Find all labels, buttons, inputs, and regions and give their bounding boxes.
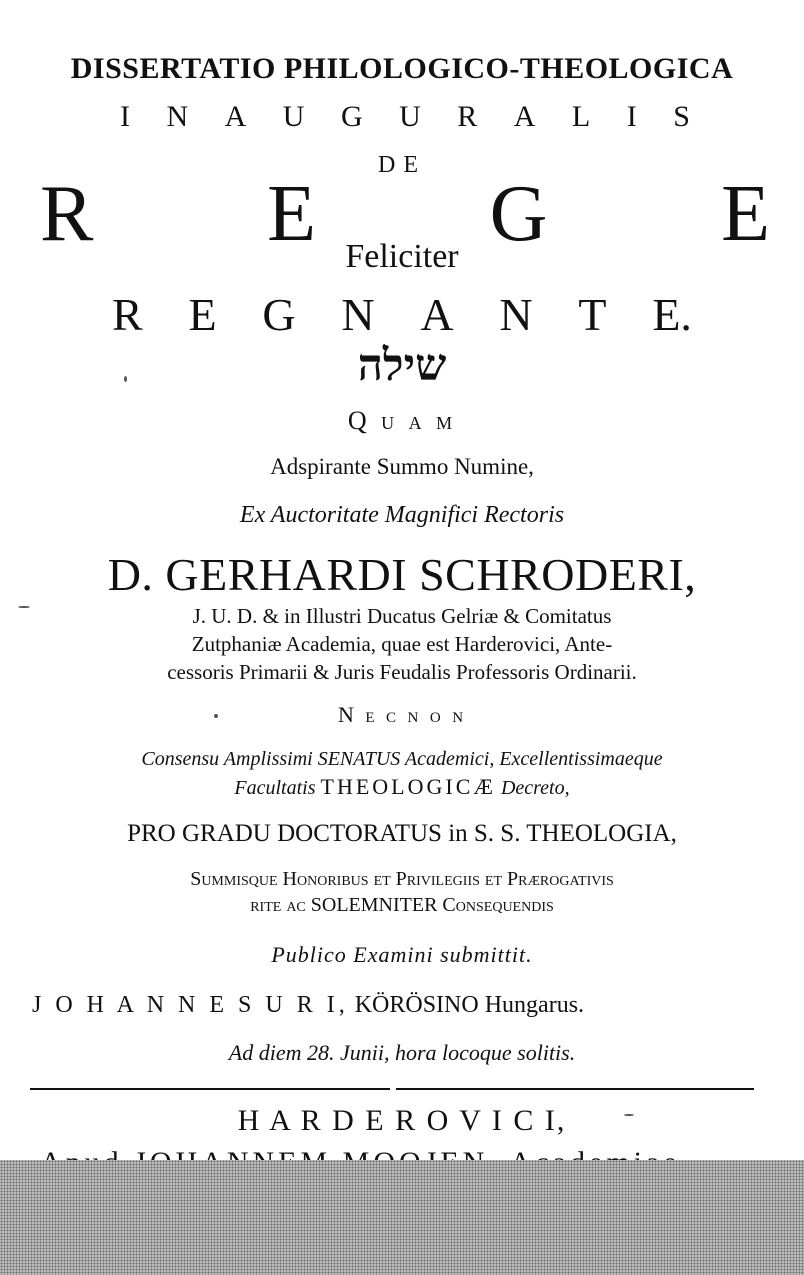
author-nation: Hungarus. [484,992,585,1018]
rege-letter: E [721,170,770,258]
ink-speck [124,376,127,382]
ink-speck [214,714,218,718]
inauguralis-letter: A [513,100,536,133]
date-line: Ad diem 28. Junii, hora locoque solitis. [228,1040,576,1065]
divider-rule-right [396,1088,754,1090]
ink-speck [624,1114,634,1116]
inauguralis-letter: N [166,100,189,133]
rege-letter: E [267,170,316,258]
decreto-word: Decreto, [500,777,570,799]
adspirante-line: Adspirante Summo Numine, [270,454,534,479]
regnante-letter: N [341,289,375,340]
scanner-dither-band [0,1160,804,1275]
regnante-letter: E. [652,289,692,340]
regnante-letter: T [578,289,607,340]
summisque-line-1: Summisque Honoribus et Privilegiis et Prærogativis [190,868,614,890]
rege-letter: G [489,170,548,258]
ex-auctoritate-line: Ex Auctoritate Magnifici Rectoris [239,502,565,528]
inauguralis-letter: S [673,100,690,133]
nec-non-line: N e c n o n [337,702,467,727]
ink-speck [18,606,30,608]
imprint-place: H A R D E R O V I C I, [237,1104,567,1137]
inauguralis-letter: I [120,100,130,133]
regnante-line [112,288,692,341]
regnante-letter: R [112,289,143,340]
author-name: J O H A N N E S U R I, [32,992,349,1018]
regnante-letter: N [499,289,533,340]
dissertation-heading: DISSERTATIO PHILOLOGICO-THEOLOGICA [70,52,734,85]
inauguralis-letter: G [340,100,363,133]
inauguralis-letter: R [457,100,478,133]
regnante-letter: G [262,289,296,340]
author-line [32,992,584,1019]
inauguralis-letter: L [571,100,591,133]
rector-title-line-3: cessoris Primarii & Juris Feudalis Professoris Ordinarii. [167,660,637,684]
facultatis-word: Facultatis [234,777,316,799]
author-origin: KÖRÖSINO [354,992,479,1018]
rector-title-line-1: J. U. D. & in Illustri Ducatus Gelriæ & Comitatus [192,604,612,628]
pro-gradu-line: PRO GRADU DOCTORATUS in S. S. THEOLOGIA, [127,820,677,847]
hebrew-shiloh: שילה [357,341,447,390]
feliciter-word: Feliciter [345,238,459,275]
publico-examini-line: Publico Examini submittit. [271,942,533,967]
quam-word: Q u a m [347,406,457,435]
inauguralis-letter: U [282,100,305,133]
regnante-letter: E [188,289,217,340]
consensu-line-2 [0,774,804,800]
de-word: DE [378,152,426,178]
theologicae-word: THEOLOGICÆ [320,774,496,799]
inauguralis-letter: U [399,100,421,133]
rector-title-line-2: Zutphaniæ Academia, quae est Harderovici, Ante- [191,632,613,656]
consensu-line-1: Consensu Amplissimi SENATUS Academici, Excellentissimaeque [141,748,663,770]
divider-rule-left [30,1088,390,1090]
rector-name: D. GERHARDI SCHRODERI, [107,549,697,600]
rege-letter: R [40,170,94,258]
inauguralis-line [120,100,690,134]
inauguralis-letter: I [626,100,637,133]
inauguralis-letter: A [224,100,247,133]
regnante-letter: A [420,289,454,340]
summisque-line-2: rite ac SOLEMNITER Consequendis [250,894,554,916]
